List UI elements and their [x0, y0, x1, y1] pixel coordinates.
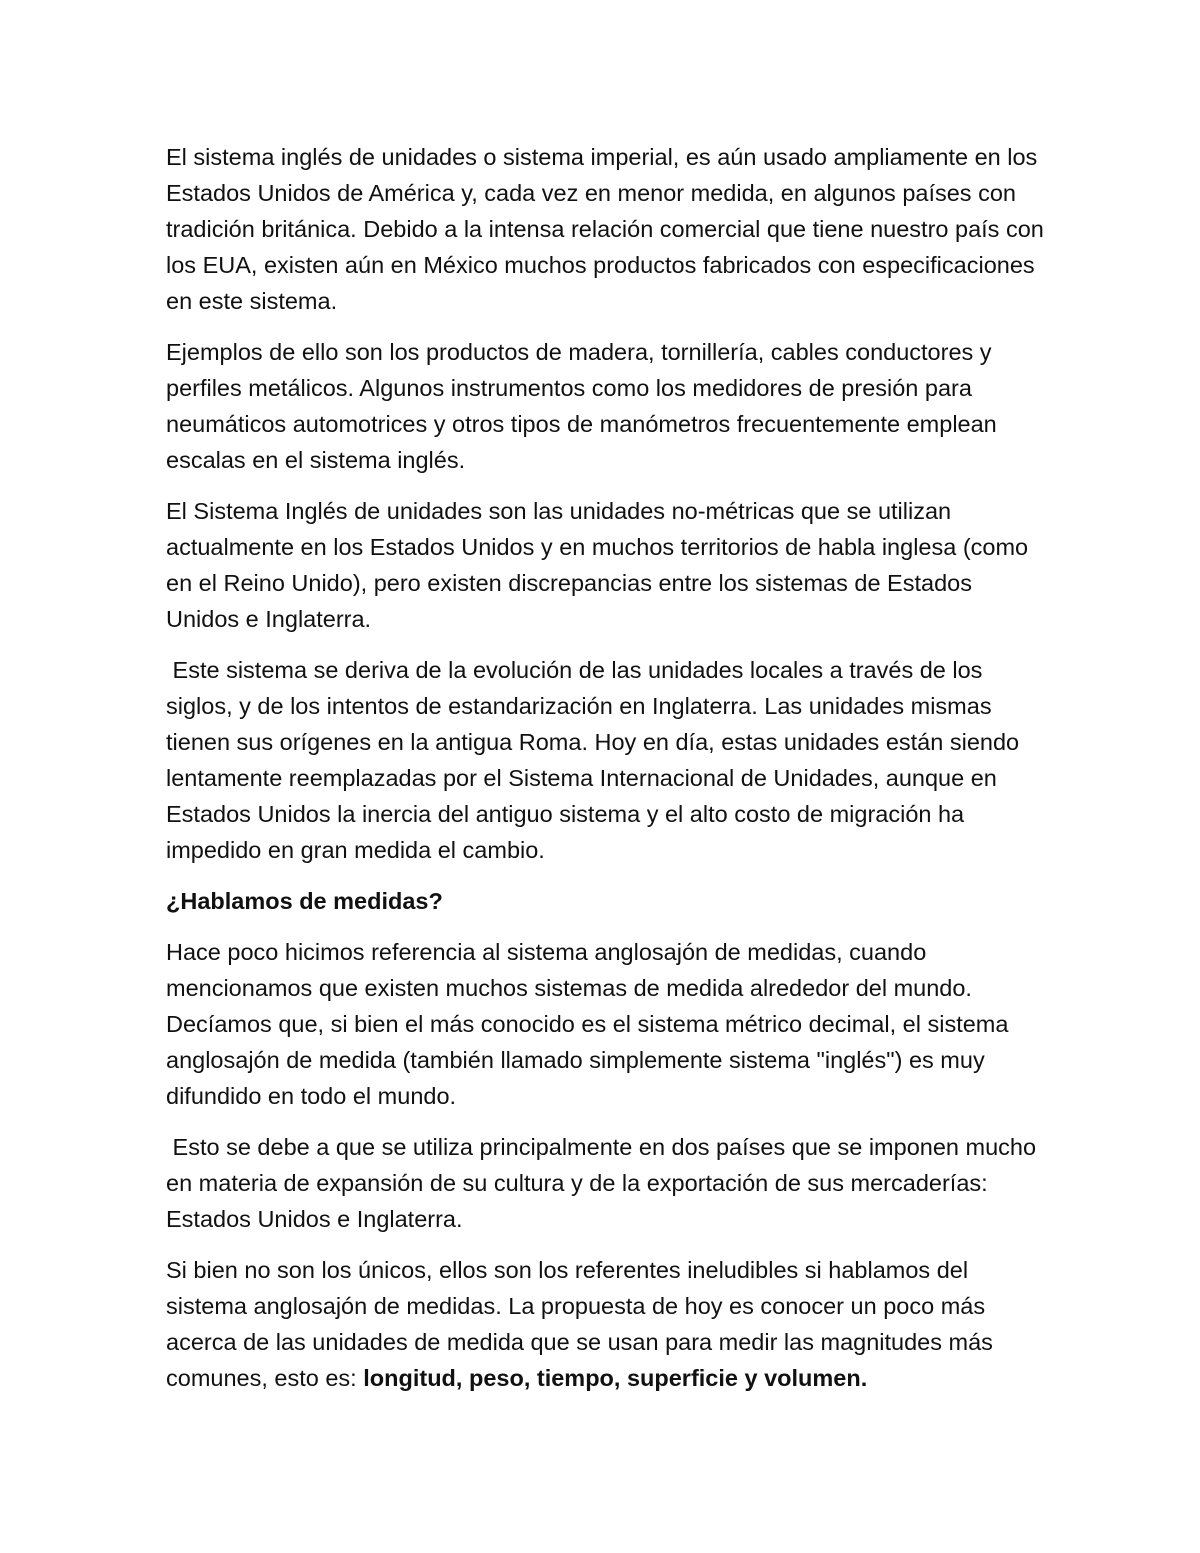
document-body	[166, 139, 1046, 1411]
paragraph-5: Hace poco hicimos referencia al sistema anglosajón de medidas, cuando mencionamos que existen muchos sistemas de medida alrededor del mundo. Decíamos que, si bien el más conocido es el sistema métrico decimal, el sistema anglosajón de medida (también llamado simplemente sistema "inglés") es muy difundido en todo el mundo.	[166, 939, 1009, 1109]
paragraph-7	[166, 1252, 1046, 1396]
paragraph-6: Esto se debe a que se utiliza principalmente en dos países que se imponen mucho en materia de expansión de su cultura y de la exportación de sus mercaderías: Estados Unidos e Inglaterra.	[166, 1134, 1043, 1232]
paragraph-3: El Sistema Inglés de unidades son las unidades no-métricas que se utilizan actualmente en los Estados Unidos y en muchos territorios de habla inglesa (como en el Reino Unido), pero existen discrepancias entre los sistemas de Estados Unidos e Inglaterra.	[166, 498, 1029, 632]
paragraph-7-bold: longitud, peso, tiempo, superficie y volumen.	[363, 1365, 868, 1391]
paragraph-2: Ejemplos de ello son los productos de madera, tornillería, cables conductores y perfiles metálicos. Algunos instrumentos como los medidores de presión para neumáticos automotrices y otros tipos de manómetros frecuentemente emplean escalas en el sistema inglés.	[166, 339, 997, 473]
paragraph-1: El sistema inglés de unidades o sistema imperial, es aún usado ampliamente en los Estados Unidos de América y, cada vez en menor medida, en algunos países con tradición británica. Debido a la intensa relación comercial que tiene nuestro país con los EUA, existen aún en México muchos productos fabricados con especificaciones en este sistema.	[166, 144, 1044, 314]
paragraph-4: Este sistema se deriva de la evolución de las unidades locales a través de los siglos, y de los intentos de estandarización en Inglaterra. Las unidades mismas tienen sus orígenes en la antigua Roma. Hoy en día, estas unidades están siendo lentamente reemplazadas por el Sistema Internacional de Unidades, aunque en Estados Unidos la inercia del antiguo sistema y el alto costo de migración ha impedido en gran medida el cambio.	[166, 657, 1026, 863]
paragraph-7-text: Si bien no son los únicos, ellos son los referentes ineludibles si hablamos del sistema anglosajón de medidas. La propuesta de hoy es conocer un poco más acerca de las unidades de medida que se usan para medir las magnitudes más comunes, esto es:	[166, 1257, 993, 1391]
section-heading: ¿Hablamos de medidas?	[166, 888, 443, 914]
